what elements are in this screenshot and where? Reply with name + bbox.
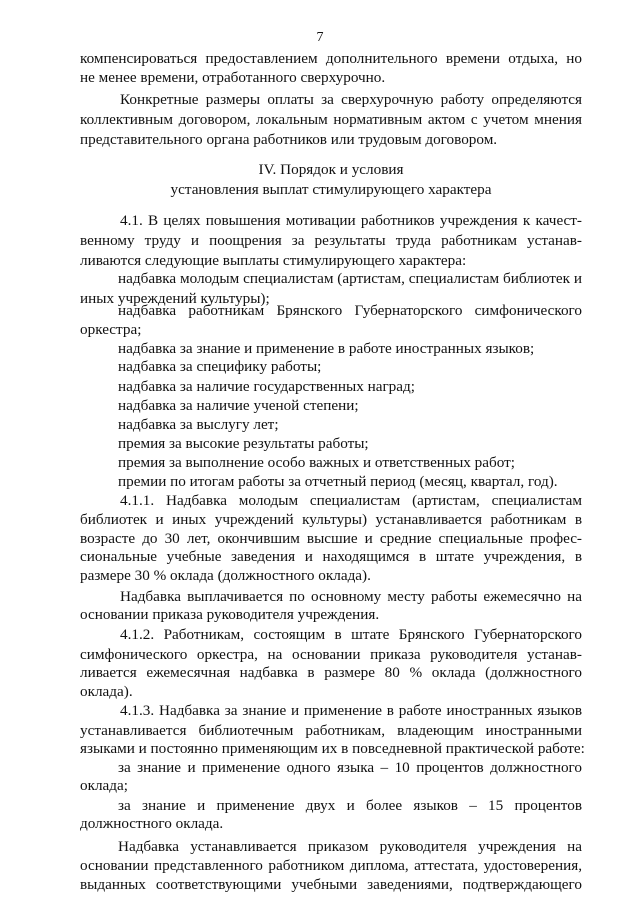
page-number: 7 bbox=[316, 30, 324, 45]
text-line: надбавка за специфику работы; bbox=[118, 358, 322, 375]
text-line: установления выплат стимулирующего характера bbox=[170, 181, 492, 198]
text-line: 4.1.1. Надбавка молодым специалистам (артистам, специалистам bbox=[120, 492, 582, 509]
text-line: компенсироваться предоставлением дополнительного времени отдыха, но bbox=[80, 50, 582, 67]
text-line: оклада; bbox=[80, 777, 128, 794]
text-line: ливается ежемесячная надбавка в размере 80 % оклада (должностного bbox=[80, 664, 582, 681]
text-line: симфонического оркестра, на основании приказа руководителя устанав- bbox=[80, 646, 582, 663]
text-line: оклада). bbox=[80, 683, 133, 700]
text-line: надбавка за наличие государственных наград; bbox=[118, 378, 415, 395]
text-line: возрасте до 30 лет, окончившим высшие и средние специальные профес- bbox=[80, 530, 582, 547]
text-line: 4.1. В целях повышения мотивации работников учреждения к качест- bbox=[120, 212, 582, 229]
text-line: размере 30 % оклада (должностного оклада). bbox=[80, 567, 371, 584]
text-line: Надбавка выплачивается по основному месту работы ежемесячно на bbox=[120, 588, 582, 605]
text-line: ливаются следующие выплаты стимулирующего характера: bbox=[80, 252, 467, 269]
text-line: сиональные учебные заведения и находящимся в штате учреждения, в bbox=[80, 548, 582, 565]
text-line: иных учреждений культуры); bbox=[80, 290, 270, 307]
text-line: основании представленного работником диплома, аттестата, удостоверения, bbox=[80, 857, 582, 874]
text-line: основании приказа руководителя учреждения. bbox=[80, 606, 380, 623]
text-line: Надбавка устанавливается приказом руководителя учреждения на bbox=[118, 838, 582, 855]
text-line: 4.1.3. Надбавка за знание и применение в работе иностранных языков bbox=[120, 702, 582, 719]
text-line: 4.1.2. Работникам, состоящим в штате Брянского Губернаторского bbox=[120, 626, 582, 643]
text-line: надбавка за выслугу лет; bbox=[118, 416, 279, 433]
text-line: венному труду и поощрения за результаты труда работникам устанав- bbox=[80, 232, 582, 249]
text-line: устанавливается библиотечным работникам, владеющим иностранными bbox=[80, 722, 582, 739]
text-line: премия за высокие результаты работы; bbox=[118, 435, 369, 452]
text-line: библиотек и иных учреждений культуры) устанавливается работникам в bbox=[80, 511, 582, 528]
text-line: IV. Порядок и условия bbox=[258, 161, 404, 178]
text-line: выданных соответствующими учебными заведениями, подтверждающего bbox=[80, 876, 582, 893]
text-line: премии по итогам работы за отчетный период (месяц, квартал, год). bbox=[118, 473, 558, 490]
text-line: за знание и применение двух и более языков – 15 процентов bbox=[118, 797, 582, 814]
text-line: надбавка работникам Брянского Губернаторского симфонического bbox=[118, 302, 582, 319]
text-line: надбавка за наличие ученой степени; bbox=[118, 397, 359, 414]
text-line: должностного оклада. bbox=[80, 815, 224, 832]
text-line: за знание и применение одного языка – 10 процентов должностного bbox=[118, 759, 582, 776]
text-line: надбавка за знание и применение в работе иностранных языков; bbox=[118, 340, 535, 357]
text-line: языками и постоянно применяющим их в повседневной практической работе: bbox=[80, 740, 585, 757]
text-line: представительного органа работников или трудовым договором. bbox=[80, 131, 498, 148]
text-line: коллективным договором, локальным нормативным актом с учетом мнения bbox=[80, 111, 582, 128]
text-line: надбавка молодым специалистам (артистам, специалистам библиотек и bbox=[118, 270, 582, 287]
text-line: премия за выполнение особо важных и ответственных работ; bbox=[118, 454, 515, 471]
text-line: оркестра; bbox=[80, 321, 142, 338]
text-line: не менее времени, отработанного сверхурочно. bbox=[80, 69, 386, 86]
text-line: Конкретные размеры оплаты за сверхурочную работу определяются bbox=[120, 91, 582, 108]
